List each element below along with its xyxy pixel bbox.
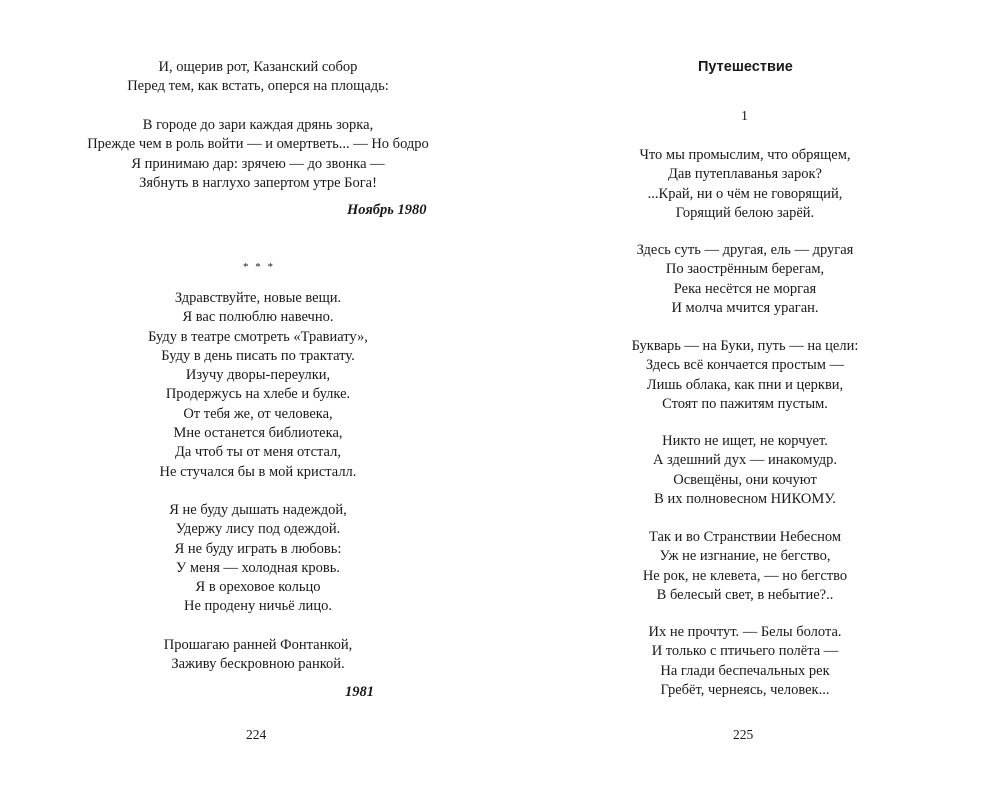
verse-line: Освещёны, они кочуют: [673, 471, 817, 488]
verse-line: Не рок, не клевета, — но бегство: [642, 567, 848, 584]
verse-line: Букварь — на Буки, путь — на цели:: [631, 338, 859, 354]
verse-line: Да чтоб ты от меня отстал,: [175, 444, 341, 461]
page-number: 224: [246, 727, 267, 742]
verse-line: Не продену ничьё лицо.: [184, 598, 332, 615]
verse-line: Никто не ищет, не корчует.: [662, 433, 828, 449]
section-separator: * * *: [243, 261, 275, 273]
verse-line: Перед тем, как встать, оперся на площадь:: [127, 78, 389, 95]
poem-title: Путешествие: [698, 59, 793, 75]
verse-line: Уж не изгнание, не бегство,: [659, 548, 831, 565]
verse-line: По заострённым берегам,: [665, 261, 825, 278]
verse-line: Прежде чем в роль войти — и омертветь... — Но бодро: [87, 136, 429, 153]
verse-line: Буду в театре смотреть «Травиату»,: [148, 328, 368, 345]
verse-line: Горящий белою зарёй.: [675, 204, 815, 221]
verse-line: Что мы промыслим, что обрящем,: [639, 147, 851, 163]
section-number: 1: [741, 109, 748, 124]
verse-line: И, ощерив рот, Казанский собор: [158, 59, 358, 75]
stanza: [58, 501, 458, 617]
verse-line: Их не прочтут. — Белы болота.: [648, 624, 842, 640]
verse-line: В городе до зари каждая дрянь зорка,: [142, 117, 374, 133]
verse-line: Дав путеплаванья зарок?: [668, 166, 822, 183]
stanza: [545, 432, 945, 509]
poem-date: 1981: [345, 684, 374, 700]
poem-date: Ноябрь 1980: [347, 202, 427, 218]
verse-line: Я вас полюблю навечно.: [182, 309, 334, 326]
verse-line: Удержу лису под одеждой.: [175, 521, 341, 538]
stanza: [545, 146, 945, 223]
verse-line: А здешний дух — инакомудр.: [652, 452, 838, 469]
stanza: [545, 241, 945, 318]
stanza: [545, 528, 945, 605]
stanza: [58, 58, 458, 97]
verse-line: Зябнуть в наглухо запертом утре Бога!: [139, 174, 377, 191]
verse-line: Я в ореховое кольцо: [195, 579, 321, 596]
verse-line: Стоят по пажитям пустым.: [662, 395, 828, 412]
verse-line: Буду в день писать по трактату.: [161, 347, 355, 364]
verse-line: Здесь всё кончается простым —: [645, 357, 845, 374]
verse-line: Не стучался бы в мой кристалл.: [159, 463, 357, 480]
verse-line: Прошагаю ранней Фонтанкой,: [163, 637, 353, 653]
verse-line: От тебя же, от человека,: [183, 405, 333, 422]
right-page: [515, 0, 1000, 800]
verse-line: Мне останется библиотека,: [173, 425, 343, 442]
verse-line: У меня — холодная кровь.: [175, 559, 340, 576]
verse-line: В их полновесном НИКОМУ.: [654, 490, 836, 507]
verse-line: Здравствуйте, новые вещи.: [174, 290, 342, 306]
verse-line: Я принимаю дар: зрячею — до звонка —: [131, 155, 385, 172]
verse-line: Лишь облака, как пни и церкви,: [646, 376, 844, 393]
verse-line: Так и во Странствии Небесном: [648, 529, 842, 545]
stanza: [545, 623, 945, 700]
verse-line: И молча мчится ураган.: [671, 299, 819, 316]
verse-line: Я не буду играть в любовь:: [174, 540, 342, 557]
verse-line: ...Край, ни о чём не говорящий,: [647, 185, 843, 202]
verse-line: Изучу дворы-переулки,: [185, 367, 331, 384]
verse-line: Здесь суть — другая, ель — другая: [636, 242, 854, 258]
verse-line: В белесый свет, в небытие?..: [656, 586, 834, 603]
stanza: [58, 636, 458, 675]
stanza: [58, 116, 458, 193]
verse-line: Река несётся не моргая: [673, 280, 817, 297]
verse-line: Гребёт, чернеясь, человек...: [660, 681, 830, 698]
verse-line: Заживу бескровною ранкой.: [171, 656, 345, 673]
verse-line: На глади беспечальных рек: [660, 662, 830, 679]
page-number: 225: [733, 727, 754, 742]
verse-line: И только с птичьего полёта —: [651, 643, 839, 660]
stanza: [58, 289, 458, 482]
verse-line: Я не буду дышать надеждой,: [169, 502, 347, 518]
verse-line: Продержусь на хлебе и булке.: [165, 386, 351, 403]
stanza: [545, 337, 945, 414]
